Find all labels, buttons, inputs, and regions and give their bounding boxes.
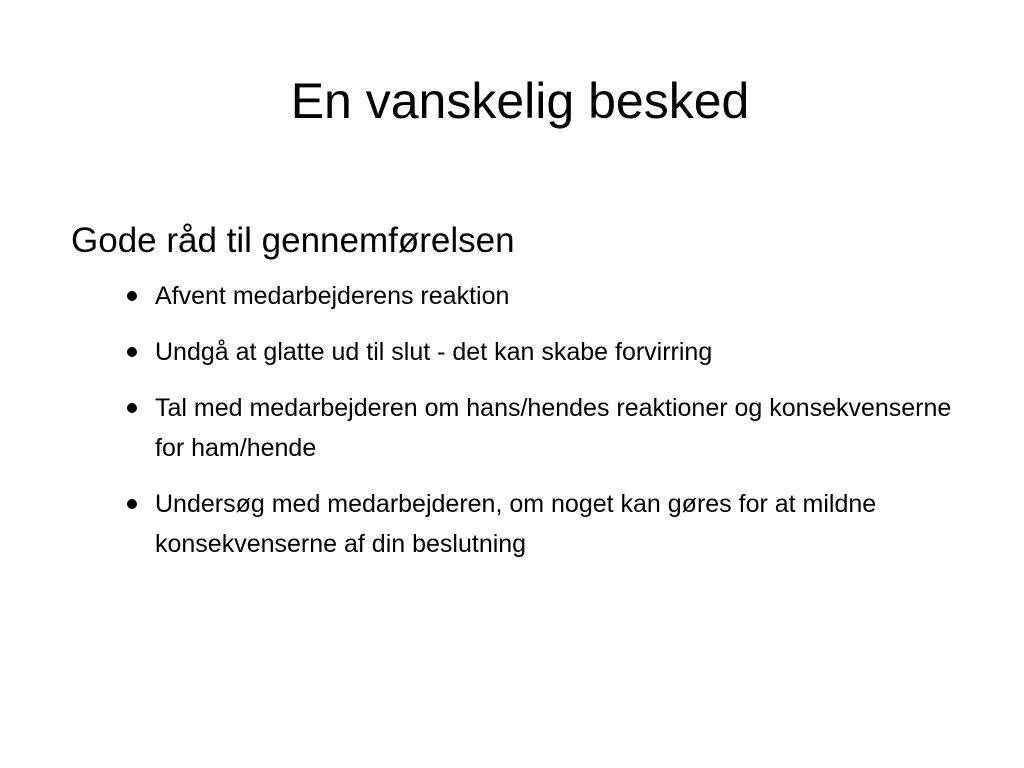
bullet-item-3 — [155, 388, 971, 468]
slide-title: En vanskelig besked — [290, 73, 750, 129]
bullet-dot-icon — [127, 403, 137, 413]
bullet-text-2: Undgå at glatte ud til slut - det kan skabe forvirring — [155, 338, 713, 366]
bullet-item-1 — [155, 276, 971, 316]
bullet-text-4: Undersøg med medarbejderen, om noget kan gøres for at mildne konsekvenserne af din beslutning — [155, 490, 877, 558]
bullet-item-2 — [155, 332, 971, 372]
section-heading: Gode råd til gennemførelsen — [71, 221, 515, 260]
bullet-text-1: Afvent medarbejderens reaktion — [155, 282, 510, 310]
bullet-dot-icon — [127, 291, 137, 301]
bullet-text-3: Tal med medarbejderen om hans/hendes reaktioner og konsekvenserne for ham/hende — [155, 394, 952, 462]
bullet-dot-icon — [127, 347, 137, 357]
bullet-item-4 — [155, 484, 971, 564]
bullet-list — [71, 276, 971, 564]
bullet-dot-icon — [127, 499, 137, 509]
slide-content — [71, 218, 971, 580]
